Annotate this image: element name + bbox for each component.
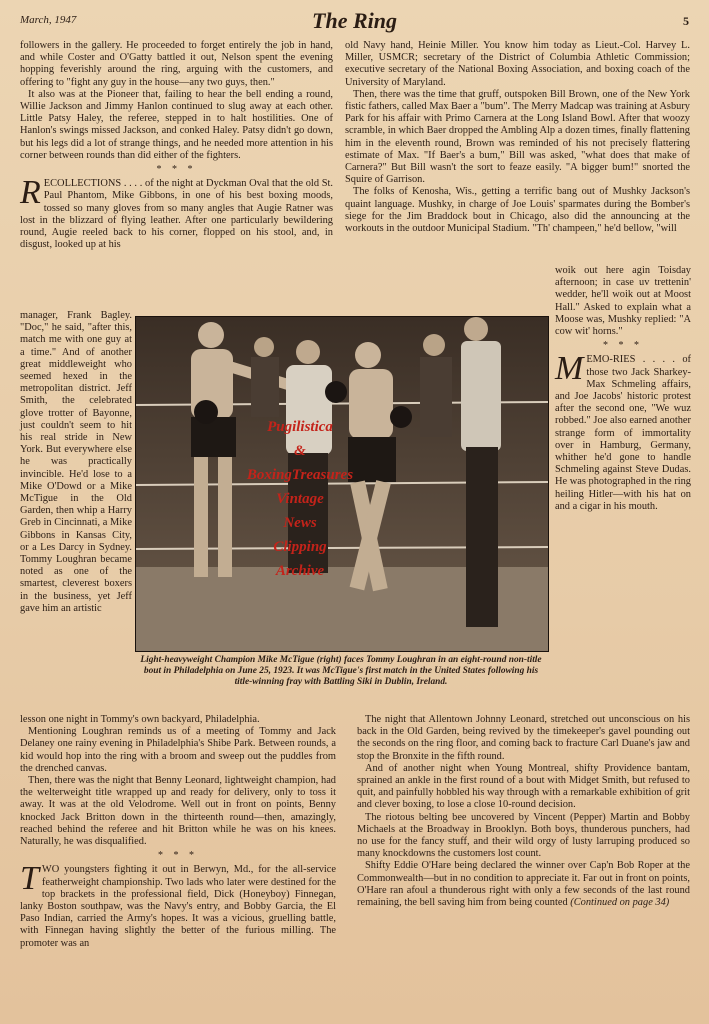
left-column-side [20, 310, 132, 615]
page-number: 5 [683, 14, 689, 28]
right-column-top [345, 40, 690, 235]
paragraph: woik out here agin Toisday afternoon; in case uv trettenin' wedder, he'll woik out at Moost Hall." Asked to explain what a Moose was, Mushky replied: "A cow wit' horns." [555, 265, 691, 338]
section-separator: * * * [156, 164, 197, 176]
paragraph: followers in the gallery. He proceeded to forget entirely the job in hand, and while Coster and O'Gatty battled it out, Nelson spent the evening hopping feverishly around the ring, arguing with the customers, and offering to "fight any guy in the house—any two guys, then." [20, 40, 333, 88]
watermark-line: BoxingTreasures [246, 467, 354, 483]
watermark-line: Clipping [273, 539, 327, 555]
paragraph-two-youngsters [20, 860, 336, 949]
paragraph-text: ECOLLECTIONS . . . . of the night at Dyckman Oval that the old St. Paul Phantom, Mike Gibbons, in one of his best boxing moods, tossed so many gloves from so many angles that Augie Ratner was lost in the blizzard of flying leather. After one particularly bewildering round, Augie reeled back to his corner, flopped on his stool, and, in disgust, looked up at his [20, 178, 333, 251]
drop-cap: M [555, 350, 584, 388]
right-column-bottom [357, 714, 690, 909]
paragraph: lesson one night in Tommy's own backyard, Philadelphia. [20, 714, 260, 725]
section-separator: * * * [158, 850, 198, 862]
paragraph: Then, there was the night that Benny Leonard, lightweight champion, had the welterweight title wrapped up and ready for delivery, only to toss it away. It was at the old Velodrome. Well out in front on points, Benny knocked Jack Britton down in the thirteenth round—then, amazingly, reached behind the referee and hit Britton while he was on his knees. Naturally, he was disqualified. [20, 775, 336, 848]
page-header [20, 8, 689, 36]
paragraph: manager, Frank Bagley. "Doc," he said, "after this, match me with one guy at a time." And of another great middleweight who seemed hexed in the metropolitan district. Jeff Smith, the celebrated glove trotter of Bayonne, just couldn't seem to hit his real stride in New York. But everywhere else he was practically invincible. He'd lose to a Mike O'Dowd or a Mike McTigue in the Old Garden, then whip a Harry Greb in Cincinnati, a Mike Gibbons in Kansas City, or a Les Darcy in Sydney. Tommy Loughran became noted as one of the smartest, cleverest boxers in the business, yet Jeff gave him an artistic [20, 310, 132, 614]
watermark-line: News [283, 515, 317, 531]
paragraph: old Navy hand, Heinie Miller. You know him today as Lieut.-Col. Harvey L. Miller, USMCR; secretary of the District of Columbia Athletic Commission; executive secretary of the National Boxing Association, and boxing coach of the University of Maryland. [345, 40, 690, 88]
paragraph: It also was at the Pioneer that, failing to hear the bell ending a round, Willie Jackson and Jimmy Hanlon continued to slug away at each other. Little Patsy Haley, the referee, stepped in to halt hostilities. One of Hanlon's swings missed Jackson, and conked Haley. Patsy didn't go down, but his legs did a lot of strange things, and he needed more attention in his corner between rounds than did either of the fighters. [20, 88, 333, 161]
photo-caption: Light-heavyweight Champion Mike McTigue (right) faces Tommy Loughran in an eight-round non-title bout in Philadelphia on June 25, 1923. It was McTigue's first match in the United States following his title-winning fray with Battling Siki in Dublin, Ireland. [140, 655, 542, 687]
left-column-bottom [20, 714, 336, 950]
watermark-line: Archive [275, 563, 325, 579]
section-separator: * * * [603, 340, 643, 352]
issue-date: March, 1947 [20, 14, 77, 26]
watermark-line: Vintage [276, 491, 324, 507]
paragraph-memories [555, 350, 691, 513]
paragraph: Then, there was the time that gruff, outspoken Bill Brown, one of the New York fistic fathers, called Max Baer a "bum". The Merry Madcap was training at Asbury Park for his affair with Primo Carnera at the Long Island Bowl. After that woozy scramble, in which Baer dropped the Ambling Alp a dozen times, finally flattening him in the eleventh round, Brown was reminded of his not precisely flattering estimate of Max. "If Baer's a bum," Bill was asked, "what does that make of Carnera?" But Bill wasn't the sort to feaze easily. "A bigger bum!" snorted the Squire of Garrison. [345, 88, 690, 186]
paragraph: The folks of Kenosha, Wis., getting a terrific bang out of Mushky Jackson's quaint language. Mushky, in charge of Joe Louis' sparmates during the Bomber's siege for the Jim Braddock bout in Chicago, also did the announcing at the workouts in the outdoor Municipal Stadium. "Th' champeen," he'd bellow, "will [345, 186, 690, 235]
right-column-side [555, 265, 691, 513]
paragraph: The night that Allentown Johnny Leonard, stretched out unconscious on his back in the Old Garden, being revived by the timekeeper's gavel pounding out the seconds on the ring floor, and coming back to fracture Carl Duane's jaw and stop the Bronxite in the fifth round. [357, 714, 690, 762]
paragraph: Mentioning Loughran reminds us of a meeting of Tommy and Jack Delaney one rainy evening in Philadelphia's Shibe Park. Between rounds, a kid would hop into the ring with a broom and sweep out the puddles from the drenched canvas. [20, 726, 336, 774]
paragraph-text: Shifty Eddie O'Hare being declared the winner over Cap'n Bob Roper at the Commonwealth—but in no condition to appreciate it. Far out in front on points, O'Hare ran afoul a thunderous right with only a few seconds of the last round remaining, the bell saving him from being counted [357, 860, 690, 909]
continued-note: (Continued on page 34) [570, 897, 670, 909]
paragraph: The riotous belting bee uncovered by Vincent (Pepper) Martin and Bobby Michaels at the Broadway in Brooklyn. Both boys, thunderous punchers, had no use for the fancy stuff, and their wild orgy of lusty larruping produced so many knockdowns the customers lost count. [357, 811, 690, 860]
paragraph-text: EMO-RIES . . . . of those two Jack Sharkey-Max Schmeling affairs, and Joe Jacobs' historic protest after the second one, "We wuz robbed." Joe also earned another strange form of immortality over in Hamburg, Germany, whither he'd gone to handle Schmeling against Steve Dudas. He was photographed in the ring heiling Hitler—with his hat on and a cigar in his mouth. [555, 354, 691, 512]
drop-cap: R [20, 174, 41, 212]
magazine-title: The Ring [312, 8, 397, 33]
paragraph-text: WO youngsters fighting it out in Berwyn, Md., for the all-service featherweight championship. Two lads who later were destined for the top brackets in the professional field, Dick (Honeyboy) Finnegan, lanky Boston southpaw, was the Navy's entry, and Bobby Garcia, the El Paso Indian, carried the Army's hopes. It was a vicious, gruelling battle, with Finnegan having slightly the better of the furious milling. The promoter was an [20, 864, 336, 949]
watermark-line: Pugilistica [267, 419, 333, 435]
drop-cap: T [20, 860, 39, 898]
left-column-top [20, 40, 333, 251]
paragraph: And of another night when Young Montreal, shifty Providence bantam, sprained an ankle in the first round of a bout with Midget Smith, but refused to quit, and painfully hobbled his way through with a remarkable exhibition of grit and clever boxing, to lose a close 10-round decision. [357, 762, 690, 811]
watermark [150, 415, 450, 583]
paragraph [357, 860, 690, 909]
paragraph-recollections [20, 174, 333, 251]
watermark-line: & [294, 443, 306, 459]
